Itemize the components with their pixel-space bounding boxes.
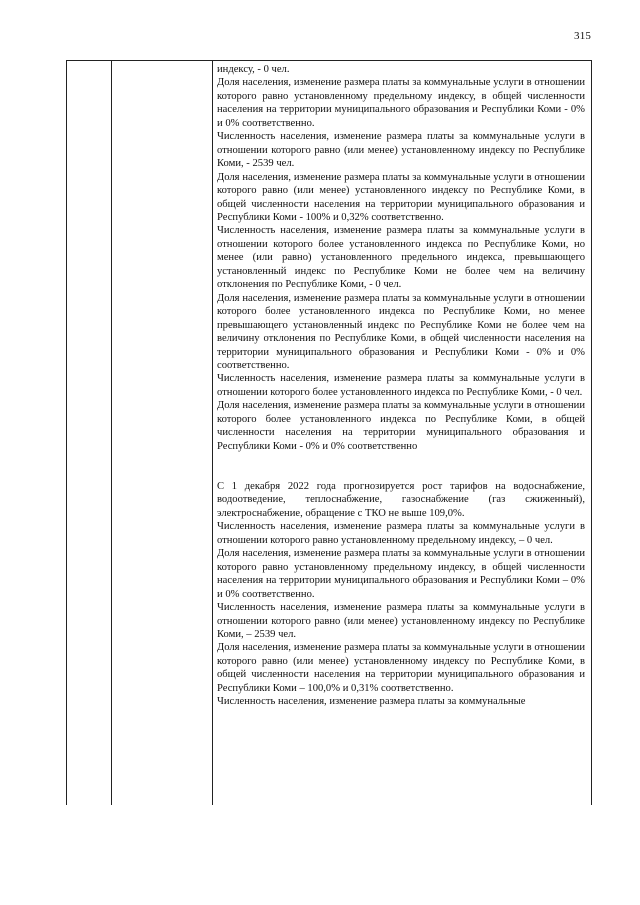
paragraph-top-1: индексу, - 0 чел. <box>217 64 290 75</box>
paragraph-top-3: Численность населения, изменение размера платы за коммунальные услуги в отношении которого равно (или менее) установленному индексу по Республике Коми, - 2539 чел. <box>217 131 585 170</box>
page-number: 315 <box>574 30 592 42</box>
paragraph-bottom-6: Численность населения, изменение размера платы за коммунальные <box>217 696 526 708</box>
paragraph-top-7: Численность населения, изменение размера платы за коммунальные услуги в отношении которого более установленного индекса по Республике Коми, - 0 чел. <box>217 373 585 398</box>
paragraph-top-5: Численность населения, изменение размера платы за коммунальные услуги в отношении которого более установленного индекса по Республике Коми, но менее (или равно) установленного предельного индекса, превышающего установленный индекс по Республике Коми не более чем на величину отклонения по Республике Коми, - 0 чел. <box>217 225 585 291</box>
paragraph-gap <box>217 467 585 480</box>
paragraph-bottom-2: Численность населения, изменение размера платы за коммунальные услуги в отношении которого равно установленному предельному индексу, – 0 чел. <box>217 521 585 546</box>
paragraph-bottom-3: Доля населения, изменение размера платы за коммунальные услуги в отношении которого равно установленному предельному индексу, в общей численности населения на территории муниципального образования и Республики Коми – 0% и 0% соответственно. <box>217 548 585 600</box>
paragraph-top-4: Доля населения, изменение размера платы за коммунальные услуги в отношении которого равно (или менее) установленного индексу по Республике Коми, в общей численности населения на территории муниципального образования и Республики Коми - 100% и 0,32% соответственно. <box>217 171 585 223</box>
paragraph-top-2: Доля населения, изменение размера платы за коммунальные услуги в отношении которого равно установленному предельному индексу, в общей численности населения на территории муниципального образования и Республики Коми - 0% и 0% соответственно. <box>217 77 585 129</box>
paragraph-top-8: Доля населения, изменение размера платы за коммунальные услуги в отношении которого более установленного индекса по Республике Коми, в общей численности населения на территории муниципального образования и Республики Коми - 0% и 0% соответственно <box>217 400 585 452</box>
column-divider-2 <box>212 61 213 805</box>
paragraph-bottom-1: С 1 декабря 2022 года прогнозируется рост тарифов на водоснабжение, водоотведение, теплоснабжение, газоснабжение (газ сжиженный), электроснабжение, обращение с ТКО не выше 109,0%. <box>217 481 585 519</box>
paragraph-bottom-5: Доля населения, изменение размера платы за коммунальные услуги в отношении которого равно (или менее) установленному индексу по Республике Коми, в общей численности населения на территории муниципального образования и Республики Коми – 100,0% и 0,31% соответственно. <box>217 642 585 694</box>
paragraph-bottom-4: Численность населения, изменение размера платы за коммунальные услуги в отношении которого равно (или менее) установленному индексу по Республике Коми, – 2539 чел. <box>217 602 585 640</box>
paragraph-gap <box>217 453 585 466</box>
column-divider-1 <box>111 61 112 805</box>
paragraph-top-6: Доля населения, изменение размера платы за коммунальные услуги в отношении которого более установленного индекса по Республике Коми, но менее превышающего установленный индекс по Республике Коми не более чем на величину отклонения по Республике Коми, в общей численности населения на территории муниципального образования и Республики Коми - 0% и 0% соответственно. <box>217 292 585 371</box>
document-table <box>66 60 592 805</box>
text-cell <box>217 63 585 709</box>
